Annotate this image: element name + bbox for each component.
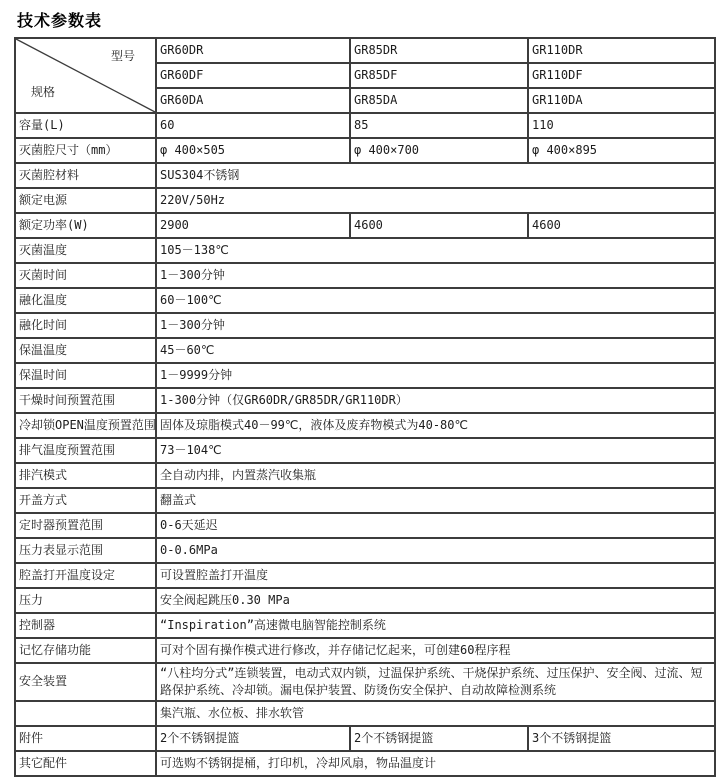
- param-label-cell: 额定电源: [15, 188, 156, 213]
- param-value-cell: SUS304不锈钢: [156, 163, 715, 188]
- param-label-cell: 控制器: [15, 613, 156, 638]
- table-row: [15, 388, 715, 413]
- param-value-cell: 1－300分钟: [156, 263, 715, 288]
- param-value-cell: 3个不锈钢提篮: [528, 726, 715, 751]
- param-value-cell: 全自动内排，内置蒸汽收集瓶: [156, 463, 715, 488]
- table-row: [15, 613, 715, 638]
- table-row: [15, 163, 715, 188]
- table-row: [15, 701, 715, 726]
- model-name-cell: GR85DR: [350, 38, 528, 63]
- param-label-cell: 记忆存储功能: [15, 638, 156, 663]
- table-row: [15, 726, 715, 751]
- param-value-cell: 85: [350, 113, 528, 138]
- param-label-cell: 灭菌温度: [15, 238, 156, 263]
- model-header-row: [15, 38, 715, 63]
- param-label-cell: 附件: [15, 726, 156, 751]
- table-row: [15, 513, 715, 538]
- model-name-cell: GR85DA: [350, 88, 528, 113]
- param-value-cell: “Inspiration”高速微电脑智能控制系统: [156, 613, 715, 638]
- table-row: [15, 313, 715, 338]
- param-value-cell: 2个不锈钢提篮: [350, 726, 528, 751]
- param-label-cell: 排气温度预置范围: [15, 438, 156, 463]
- model-name-cell: GR60DA: [156, 88, 350, 113]
- param-label-cell: 定时器预置范围: [15, 513, 156, 538]
- table-row: [15, 113, 715, 138]
- table-row: [15, 263, 715, 288]
- param-value-cell: 1－300分钟: [156, 313, 715, 338]
- param-label-cell: 融化时间: [15, 313, 156, 338]
- param-value-cell: 4600: [528, 213, 715, 238]
- param-value-cell: 73－104℃: [156, 438, 715, 463]
- param-value-cell: φ 400×700: [350, 138, 528, 163]
- table-row: [15, 238, 715, 263]
- param-value-cell: 45－60℃: [156, 338, 715, 363]
- table-row: [15, 638, 715, 663]
- param-value-cell: 安全阀起跳压0.30 MPa: [156, 588, 715, 613]
- param-value-cell: 0-6天延迟: [156, 513, 715, 538]
- model-name-cell: GR110DF: [528, 63, 715, 88]
- param-value-cell: 1－9999分钟: [156, 363, 715, 388]
- table-row: [15, 413, 715, 438]
- model-name-cell: GR60DF: [156, 63, 350, 88]
- table-row: [15, 488, 715, 513]
- param-value-cell: 可对个固有操作模式进行修改，并存储记忆起来，可创建60程序程: [156, 638, 715, 663]
- param-value-cell: 翻盖式: [156, 488, 715, 513]
- param-value-cell: 可选购不锈钢提桶，打印机，冷却风扇，物品温度计: [156, 751, 715, 776]
- param-label-cell: 保温温度: [15, 338, 156, 363]
- param-label-cell: [15, 701, 156, 726]
- param-value-cell: 105－138℃: [156, 238, 715, 263]
- param-value-cell: 2900: [156, 213, 350, 238]
- table-row: [15, 463, 715, 488]
- model-name-cell: GR110DR: [528, 38, 715, 63]
- table-row: [15, 663, 715, 701]
- model-name-cell: GR85DF: [350, 63, 528, 88]
- param-value-cell: 固体及琼脂模式40－99℃，液体及废弃物模式为40-80℃: [156, 413, 715, 438]
- page-title: 技术参数表: [17, 11, 103, 30]
- param-label-cell: 灭菌腔尺寸（mm）: [15, 138, 156, 163]
- model-name-cell: GR60DR: [156, 38, 350, 63]
- spec-model-corner-cell: [15, 38, 156, 113]
- param-value-cell: 1-300分钟（仅GR60DR/GR85DR/GR110DR）: [156, 388, 715, 413]
- corner-spec-label: 规格: [31, 85, 56, 100]
- param-value-cell: 2个不锈钢提篮: [156, 726, 350, 751]
- param-label-cell: 开盖方式: [15, 488, 156, 513]
- param-label-cell: 容量(L): [15, 113, 156, 138]
- param-label-cell: 融化温度: [15, 288, 156, 313]
- table-row: [15, 213, 715, 238]
- model-name-cell: GR110DA: [528, 88, 715, 113]
- param-value-cell: “八柱均分式”连锁装置，电动式双内锁，过温保护系统、干烧保护系统、过压保护、安全阀、过流、短路保护系统、冷却锁。漏电保护装置、防烫伤安全保护、自动故障检测系统: [156, 663, 715, 701]
- table-row: [15, 188, 715, 213]
- table-row: [15, 538, 715, 563]
- corner-model-label: 型号: [110, 49, 135, 63]
- table-row: [15, 751, 715, 776]
- param-label-cell: 保温时间: [15, 363, 156, 388]
- table-row: [15, 363, 715, 388]
- param-label-cell: 干燥时间预置范围: [15, 388, 156, 413]
- param-label-cell: 其它配件: [15, 751, 156, 776]
- table-row: [15, 338, 715, 363]
- param-value-cell: φ 400×505: [156, 138, 350, 163]
- param-value-cell: 0-0.6MPa: [156, 538, 715, 563]
- param-value-cell: 4600: [350, 213, 528, 238]
- param-value-cell: 220V/50Hz: [156, 188, 715, 213]
- param-value-cell: 集汽瓶、水位板、排水软管: [156, 701, 715, 726]
- table-row: [15, 438, 715, 463]
- param-label-cell: 压力: [15, 588, 156, 613]
- table-row: [15, 138, 715, 163]
- param-label-cell: 排汽模式: [15, 463, 156, 488]
- table-row: [15, 588, 715, 613]
- param-value-cell: 110: [528, 113, 715, 138]
- param-label-cell: 灭菌时间: [15, 263, 156, 288]
- param-value-cell: 可设置腔盖打开温度: [156, 563, 715, 588]
- param-label-cell: 灭菌腔材料: [15, 163, 156, 188]
- param-label-cell: 腔盖打开温度设定: [15, 563, 156, 588]
- param-value-cell: 60: [156, 113, 350, 138]
- param-label-cell: 冷却锁OPEN温度预置范围: [15, 413, 156, 438]
- param-label-cell: 安全装置: [15, 663, 156, 701]
- table-row: [15, 563, 715, 588]
- param-label-cell: 压力表显示范围: [15, 538, 156, 563]
- table-row: [15, 288, 715, 313]
- param-label-cell: 额定功率(W): [15, 213, 156, 238]
- spec-table: [14, 37, 716, 777]
- param-value-cell: 60－100℃: [156, 288, 715, 313]
- param-value-cell: φ 400×895: [528, 138, 715, 163]
